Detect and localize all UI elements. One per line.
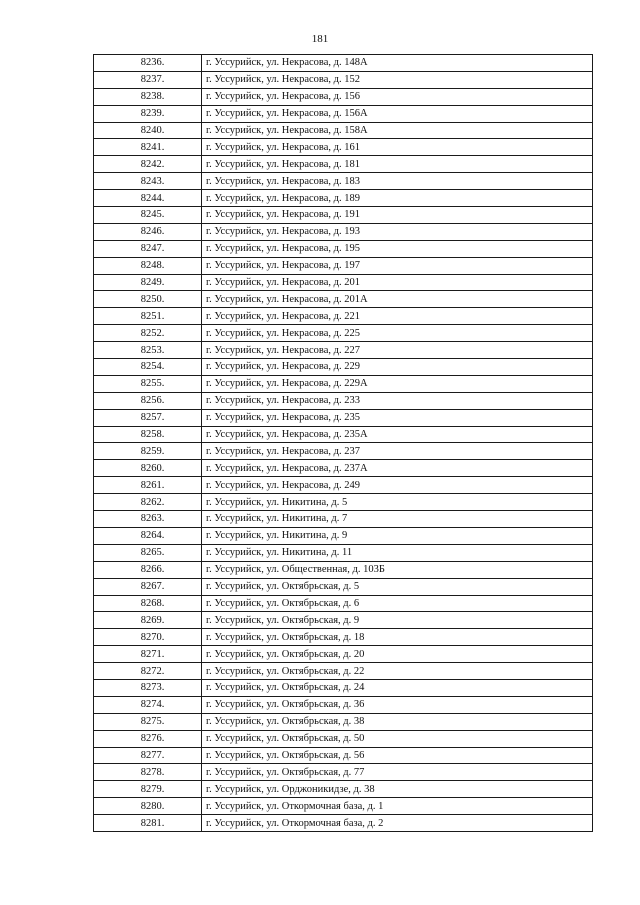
row-number-cell: 8264. [94, 527, 202, 544]
address-cell: г. Уссурийск, ул. Некрасова, д. 235А [202, 426, 593, 443]
address-cell: г. Уссурийск, ул. Никитина, д. 9 [202, 527, 593, 544]
row-number-cell: 8278. [94, 764, 202, 781]
table-row [94, 494, 593, 511]
address-cell: г. Уссурийск, ул. Некрасова, д. 181 [202, 156, 593, 173]
table-row [94, 223, 593, 240]
address-cell: г. Уссурийск, ул. Некрасова, д. 227 [202, 342, 593, 359]
table-row [94, 88, 593, 105]
table-row [94, 375, 593, 392]
address-cell: г. Уссурийск, ул. Откормочная база, д. 2 [202, 815, 593, 832]
row-number-cell: 8258. [94, 426, 202, 443]
address-cell: г. Уссурийск, ул. Общественная, д. 103Б [202, 561, 593, 578]
row-number-cell: 8269. [94, 612, 202, 629]
table-row [94, 612, 593, 629]
address-table [93, 54, 593, 832]
row-number-cell: 8239. [94, 105, 202, 122]
row-number-cell: 8243. [94, 173, 202, 190]
row-number-cell: 8238. [94, 88, 202, 105]
address-table-body [94, 55, 593, 832]
address-cell: г. Уссурийск, ул. Некрасова, д. 249 [202, 477, 593, 494]
address-cell: г. Уссурийск, ул. Октябрьская, д. 38 [202, 713, 593, 730]
address-cell: г. Уссурийск, ул. Октябрьская, д. 77 [202, 764, 593, 781]
table-row [94, 359, 593, 376]
table-row [94, 815, 593, 832]
row-number-cell: 8237. [94, 71, 202, 88]
row-number-cell: 8242. [94, 156, 202, 173]
address-cell: г. Уссурийск, ул. Некрасова, д. 233 [202, 392, 593, 409]
table-row [94, 747, 593, 764]
row-number-cell: 8271. [94, 646, 202, 663]
table-row [94, 105, 593, 122]
table-row [94, 561, 593, 578]
row-number-cell: 8277. [94, 747, 202, 764]
address-cell: г. Уссурийск, ул. Октябрьская, д. 20 [202, 646, 593, 663]
table-row [94, 629, 593, 646]
address-cell: г. Уссурийск, ул. Некрасова, д. 201 [202, 274, 593, 291]
row-number-cell: 8263. [94, 511, 202, 528]
address-cell: г. Уссурийск, ул. Октябрьская, д. 6 [202, 595, 593, 612]
table-row [94, 578, 593, 595]
table-row [94, 173, 593, 190]
row-number-cell: 8273. [94, 679, 202, 696]
row-number-cell: 8250. [94, 291, 202, 308]
row-number-cell: 8247. [94, 240, 202, 257]
row-number-cell: 8257. [94, 409, 202, 426]
address-cell: г. Уссурийск, ул. Некрасова, д. 197 [202, 257, 593, 274]
table-row [94, 696, 593, 713]
row-number-cell: 8240. [94, 122, 202, 139]
row-number-cell: 8267. [94, 578, 202, 595]
table-row [94, 663, 593, 680]
table-row [94, 139, 593, 156]
table-row [94, 764, 593, 781]
address-cell: г. Уссурийск, ул. Орджоникидзе, д. 38 [202, 781, 593, 798]
address-cell: г. Уссурийск, ул. Никитина, д. 11 [202, 544, 593, 561]
row-number-cell: 8255. [94, 375, 202, 392]
address-cell: г. Уссурийск, ул. Октябрьская, д. 5 [202, 578, 593, 595]
row-number-cell: 8256. [94, 392, 202, 409]
table-row [94, 595, 593, 612]
table-row [94, 325, 593, 342]
row-number-cell: 8251. [94, 308, 202, 325]
address-cell: г. Уссурийск, ул. Некрасова, д. 235 [202, 409, 593, 426]
table-row [94, 342, 593, 359]
row-number-cell: 8268. [94, 595, 202, 612]
row-number-cell: 8236. [94, 55, 202, 72]
address-cell: г. Уссурийск, ул. Некрасова, д. 237 [202, 443, 593, 460]
address-cell: г. Уссурийск, ул. Некрасова, д. 201А [202, 291, 593, 308]
table-row [94, 71, 593, 88]
table-row [94, 460, 593, 477]
address-cell: г. Уссурийск, ул. Октябрьская, д. 56 [202, 747, 593, 764]
table-row [94, 156, 593, 173]
table-row [94, 55, 593, 72]
address-cell: г. Уссурийск, ул. Некрасова, д. 148А [202, 55, 593, 72]
table-row [94, 646, 593, 663]
table-row [94, 207, 593, 224]
row-number-cell: 8280. [94, 798, 202, 815]
table-row [94, 122, 593, 139]
address-cell: г. Уссурийск, ул. Некрасова, д. 156А [202, 105, 593, 122]
row-number-cell: 8245. [94, 207, 202, 224]
table-row [94, 240, 593, 257]
row-number-cell: 8261. [94, 477, 202, 494]
table-row [94, 781, 593, 798]
row-number-cell: 8254. [94, 359, 202, 376]
address-cell: г. Уссурийск, ул. Октябрьская, д. 18 [202, 629, 593, 646]
table-row [94, 511, 593, 528]
row-number-cell: 8272. [94, 663, 202, 680]
address-cell: г. Уссурийск, ул. Некрасова, д. 221 [202, 308, 593, 325]
address-cell: г. Уссурийск, ул. Октябрьская, д. 24 [202, 679, 593, 696]
row-number-cell: 8244. [94, 190, 202, 207]
row-number-cell: 8252. [94, 325, 202, 342]
table-row [94, 392, 593, 409]
row-number-cell: 8246. [94, 223, 202, 240]
address-cell: г. Уссурийск, ул. Откормочная база, д. 1 [202, 798, 593, 815]
table-row [94, 291, 593, 308]
address-cell: г. Уссурийск, ул. Никитина, д. 5 [202, 494, 593, 511]
table-row [94, 426, 593, 443]
row-number-cell: 8241. [94, 139, 202, 156]
row-number-cell: 8279. [94, 781, 202, 798]
address-cell: г. Уссурийск, ул. Некрасова, д. 195 [202, 240, 593, 257]
address-cell: г. Уссурийск, ул. Некрасова, д. 229 [202, 359, 593, 376]
row-number-cell: 8275. [94, 713, 202, 730]
address-cell: г. Уссурийск, ул. Некрасова, д. 161 [202, 139, 593, 156]
table-row [94, 308, 593, 325]
page-number: 181 [311, 33, 329, 45]
row-number-cell: 8265. [94, 544, 202, 561]
address-cell: г. Уссурийск, ул. Некрасова, д. 237А [202, 460, 593, 477]
address-cell: г. Уссурийск, ул. Октябрьская, д. 9 [202, 612, 593, 629]
address-cell: г. Уссурийск, ул. Никитина, д. 7 [202, 511, 593, 528]
row-number-cell: 8259. [94, 443, 202, 460]
table-row [94, 190, 593, 207]
row-number-cell: 8249. [94, 274, 202, 291]
row-number-cell: 8276. [94, 730, 202, 747]
table-row [94, 274, 593, 291]
address-cell: г. Уссурийск, ул. Некрасова, д. 156 [202, 88, 593, 105]
row-number-cell: 8253. [94, 342, 202, 359]
address-cell: г. Уссурийск, ул. Некрасова, д. 193 [202, 223, 593, 240]
address-cell: г. Уссурийск, ул. Некрасова, д. 158А [202, 122, 593, 139]
address-cell: г. Уссурийск, ул. Некрасова, д. 152 [202, 71, 593, 88]
table-row [94, 730, 593, 747]
table-row [94, 798, 593, 815]
address-cell: г. Уссурийск, ул. Октябрьская, д. 36 [202, 696, 593, 713]
address-cell: г. Уссурийск, ул. Октябрьская, д. 22 [202, 663, 593, 680]
row-number-cell: 8270. [94, 629, 202, 646]
row-number-cell: 8266. [94, 561, 202, 578]
row-number-cell: 8262. [94, 494, 202, 511]
table-row [94, 527, 593, 544]
row-number-cell: 8281. [94, 815, 202, 832]
address-cell: г. Уссурийск, ул. Некрасова, д. 183 [202, 173, 593, 190]
row-number-cell: 8260. [94, 460, 202, 477]
address-cell: г. Уссурийск, ул. Некрасова, д. 191 [202, 207, 593, 224]
address-cell: г. Уссурийск, ул. Некрасова, д. 189 [202, 190, 593, 207]
row-number-cell: 8248. [94, 257, 202, 274]
address-cell: г. Уссурийск, ул. Октябрьская, д. 50 [202, 730, 593, 747]
table-row [94, 679, 593, 696]
table-row [94, 477, 593, 494]
table-row [94, 257, 593, 274]
address-cell: г. Уссурийск, ул. Некрасова, д. 225 [202, 325, 593, 342]
table-row [94, 443, 593, 460]
address-cell: г. Уссурийск, ул. Некрасова, д. 229А [202, 375, 593, 392]
table-row [94, 544, 593, 561]
table-row [94, 409, 593, 426]
table-row [94, 713, 593, 730]
row-number-cell: 8274. [94, 696, 202, 713]
